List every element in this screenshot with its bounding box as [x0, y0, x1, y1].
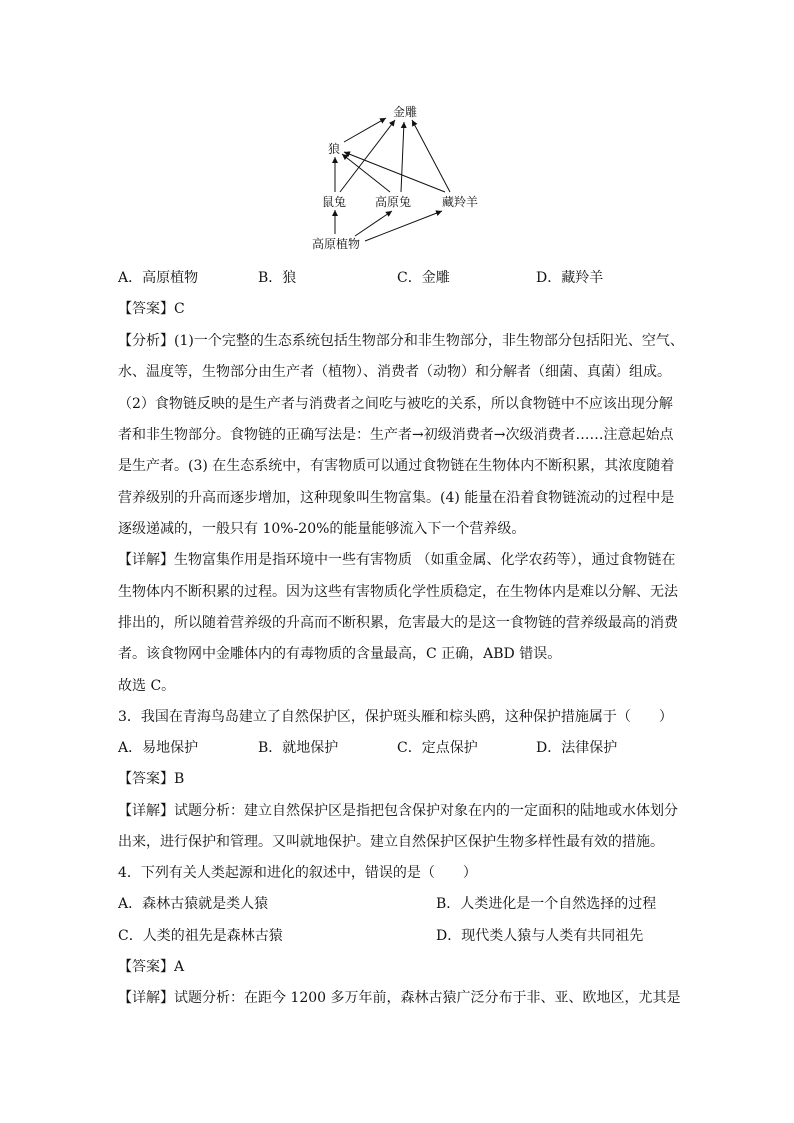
q2-conclusion: 故选 C。: [118, 678, 176, 694]
q2-detail-line: 排出的，所以随着营养级的升高而不断积累，危害最大的是这一食物链的营养级最高的消费: [118, 615, 678, 631]
q4-option-b: B．人类进化是一个自然选择的过程: [436, 896, 657, 912]
q4-option-c: C．人类的祖先是森林古猿: [118, 928, 283, 944]
q2-analysis-line: （2）食物链反映的是生产者与消费者之间吃与被吃的关系，所以食物链中不应该出现分解: [118, 396, 673, 412]
arrow-wolf-eagle: [344, 118, 386, 142]
q2-analysis-line: 营养级别的升高而逐步增加，这种现象叫生物富集。(4) 能量在沿着食物链流动的过程中是: [118, 490, 675, 506]
q2-option-a: A．高原植物: [118, 270, 199, 286]
node-pika: 鼠兔: [322, 195, 347, 209]
q4-detail-line: 【详解】试题分析：在距今 1200 多万年前，森林古猿广泛分布于非、亚、欧地区，尤其是: [118, 990, 681, 1006]
q3-detail-line: 【详解】试题分析：建立自然保护区是指把包含保护对象在内的一定面积的陆地或水体划分: [118, 803, 678, 819]
q2-detail-line: 【详解】生物富集作用是指环境中一些有害物质 （如重金属、化学农药等），通过食物链在: [118, 552, 676, 568]
arrow-hare-eagle: [401, 122, 404, 192]
node-plants: 高原植物: [312, 237, 361, 251]
q3-option-c: C．定点保护: [397, 740, 478, 756]
node-wolf: 狼: [328, 142, 341, 156]
arrow-plants-antelope: [365, 211, 442, 241]
q2-detail-line: 生物体内不断积累的过程。因为这些有害物质化学性质稳定，在生物体内是难以分解、无法: [118, 584, 678, 600]
arrow-pika-eagle: [340, 120, 395, 192]
node-antelope: 藏羚羊: [442, 195, 479, 209]
q2-option-b: B．狼: [258, 270, 297, 286]
q2-analysis-line: 【分析】(1)一个完整的生态系统包括生物部分和非生物部分，非生物部分包括阳光、空气、: [118, 333, 684, 349]
q3-option-a: A．易地保护: [118, 740, 199, 756]
q3-stem: 3．我国在青海鸟岛建立了自然保护区，保护斑头雁和棕头鸥，这种保护措施属于（ ）: [118, 709, 673, 725]
q2-analysis-line: 水、温度等，生物部分由生产者（植物）、消费者（动物）和分解者（细菌、真菌）组成。: [118, 364, 671, 380]
node-eagle: 金雕: [393, 105, 418, 119]
arrow-hare-wolf: [342, 154, 390, 192]
q4-option-d: D．现代类人猿与人类有共同祖先: [436, 928, 644, 944]
q3-option-d: D．法律保护: [536, 740, 618, 756]
q4-option-a: A．森林古猿就是类人猿: [118, 896, 269, 912]
q2-analysis-line: 逐级递减的，一般只有 10%-20%的能量能够流入下一个营养级。: [118, 521, 526, 537]
q3-answer: 【答案】B: [118, 771, 185, 787]
q4-stem: 4．下列有关人类起源和进化的叙述中，错误的是（ ）: [118, 865, 477, 881]
food-web-diagram: [300, 98, 500, 258]
q2-analysis-line: 者和非生物部分。食物链的正确写法是：生产者→初级消费者→次级消费者……注意起始点: [118, 427, 674, 443]
q2-option-c: C．金雕: [397, 270, 450, 286]
arrow-antelope-wolf: [344, 152, 445, 192]
q3-option-b: B．就地保护: [258, 740, 339, 756]
q2-detail-line: 者。该食物网中金雕体内的有毒物质的含量最高，C 正确，ABD 错误。: [118, 646, 562, 662]
q2-answer: 【答案】C: [118, 301, 185, 317]
q2-analysis-line: 是生产者。(3) 在生态系统中，有害物质可以通过食物链在生物体内不断积累，其浓度随着: [118, 458, 675, 474]
q3-detail-line: 出来，进行保护和管理。又叫就地保护。建立自然保护区保护生物多样性最有效的措施。: [118, 834, 664, 850]
q2-option-d: D．藏羚羊: [536, 270, 604, 286]
node-hare: 高原兔: [375, 195, 412, 209]
q4-answer: 【答案】A: [118, 959, 185, 975]
